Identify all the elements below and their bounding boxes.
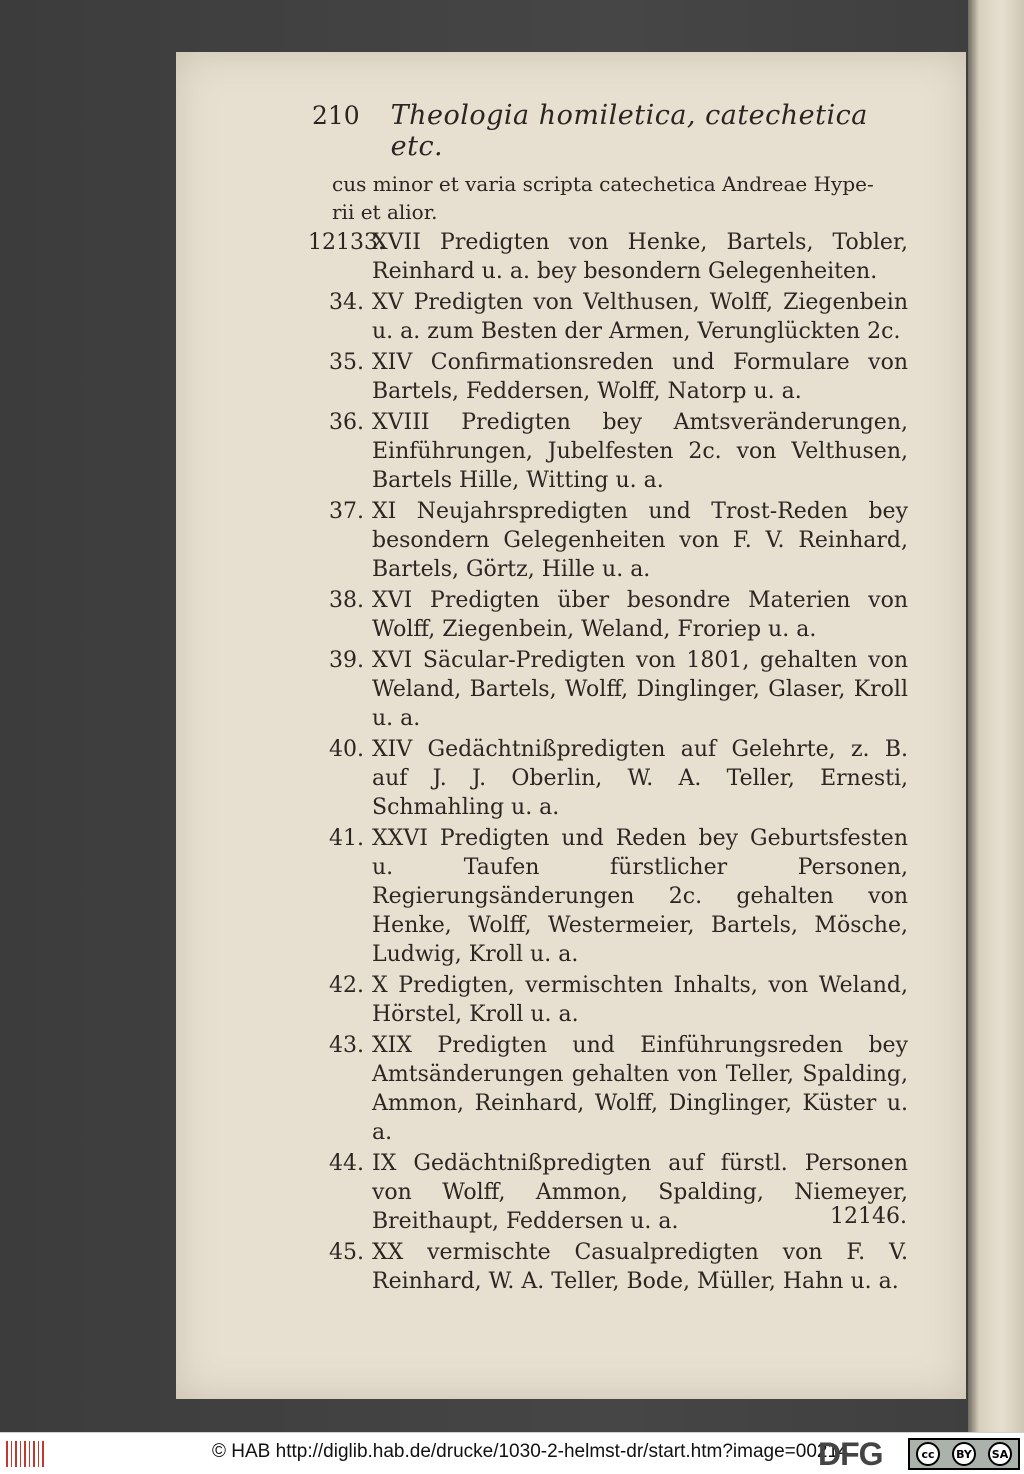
- catalog-entry: [308, 348, 908, 406]
- entry-text: XIV Gedächtnißpredigten auf Gelehrte, z. B. auf J. J. Oberlin, W. A. Teller, Ernesti, Schmahling u. a.: [372, 737, 908, 820]
- entry-number: 41.: [329, 826, 364, 851]
- cc-license-badge[interactable]: [908, 1438, 1020, 1470]
- entry-text: IX Gedächtnißpredigten auf fürstl. Personen von Wolff, Ammon, Spalding, Niemeyer, Breithaupt, Feddersen u. a.: [372, 1151, 908, 1234]
- catalog-entry: [308, 408, 908, 495]
- continuation-line: rii et alior.: [332, 200, 438, 224]
- entry-text: XV Predigten von Velthusen, Wolff, Ziegenbein u. a. zum Besten der Armen, Verunglückten 2c.: [372, 290, 908, 344]
- catalog-entry: [308, 1149, 908, 1236]
- book-page: [176, 52, 966, 1399]
- barcode-icon: [6, 1441, 46, 1467]
- dfg-logo: DFG: [818, 1436, 883, 1472]
- by-attribution-icon: BY: [952, 1442, 976, 1466]
- catalog-entry: [308, 824, 908, 969]
- entry-number: 39.: [329, 648, 364, 673]
- entry-number: 37.: [329, 499, 364, 524]
- entry-number: 44.: [329, 1151, 364, 1176]
- catalog-entry: [308, 735, 908, 822]
- entry-text: X Predigten, vermischten Inhalts, von Weland, Hörstel, Kroll u. a.: [372, 973, 908, 1027]
- entry-text: XI Neujahrspredigten und Trost-Reden bey besondern Gelegenheiten von F. V. Reinhard, Bartels, Görtz, Hille u. a.: [372, 499, 908, 582]
- entry-text: XXVI Predigten und Reden bey Geburtsfesten u. Taufen fürstlicher Personen, Regierungsänderungen 2c. gehalten von Henke, Wolff, Westermeier, Bartels, Mösche, Ludwig, Kroll u. a.: [372, 826, 908, 967]
- entry-text: XVI Säcular-Predigten von 1801, gehalten von Weland, Bartels, Wolff, Dinglinger, Glaser, Kroll u. a.: [372, 648, 908, 731]
- entry-number: 12133.: [308, 230, 385, 255]
- entry-number: 34.: [329, 290, 364, 315]
- entry-text: XVIII Predigten bey Amtsveränderungen, Einführungen, Jubelfesten 2c. von Velthusen, Bartels Hille, Witting u. a.: [372, 410, 908, 493]
- catalog-entry: [308, 497, 908, 584]
- catalog-entry: [308, 646, 908, 733]
- entry-text: XIV Confirmationsreden und Formulare von Bartels, Feddersen, Wolff, Natorp u. a.: [372, 350, 908, 404]
- entry-text: XIX Predigten und Einführungsreden bey Amtsänderungen gehalten von Teller, Spalding, Ammon, Reinhard, Wolff, Dinglinger, Küster u. a.: [372, 1033, 908, 1145]
- entry-number: 38.: [329, 588, 364, 613]
- viewer-footer: [0, 1432, 1024, 1474]
- share-alike-icon: SA: [988, 1442, 1012, 1466]
- entry-number: 40.: [329, 737, 364, 762]
- entry-text: XVII Predigten von Henke, Bartels, Tobler, Reinhard u. a. bey besondern Gelegenheiten.: [372, 230, 908, 284]
- entry-text: XVI Predigten über besondre Materien von Wolff, Ziegenbein, Weland, Froriep u. a.: [372, 588, 908, 642]
- catalog-entry: [308, 971, 908, 1029]
- entry-number: 45.: [329, 1240, 364, 1265]
- entry-text: XX vermischte Casualpredigten von F. V. Reinhard, W. A. Teller, Bode, Müller, Hahn u. a.: [372, 1240, 908, 1294]
- catchword: 12146.: [830, 1204, 907, 1229]
- entry-number: 36.: [329, 410, 364, 435]
- continuation-line: cus minor et varia scripta catechetica Andreae Hype-: [332, 172, 874, 196]
- catalog-entry: [308, 228, 908, 286]
- section-title: Theologia homiletica, catechetica etc.: [390, 100, 868, 162]
- running-head: [312, 100, 872, 162]
- catalog-text: [308, 170, 908, 1296]
- catalog-entry: [308, 1238, 908, 1296]
- cc-icon: cc: [916, 1442, 940, 1466]
- copyright-link[interactable]: © HAB http://diglib.hab.de/drucke/1030-2-helmst-dr/start.htm?image=00214: [212, 1441, 849, 1462]
- entry-number: 43.: [329, 1033, 364, 1058]
- next-page-edge: [968, 0, 1024, 1432]
- catalog-entry: [308, 288, 908, 346]
- entry-number: 42.: [329, 973, 364, 998]
- catalog-entry: [308, 1031, 908, 1147]
- page-number: 210: [312, 101, 360, 130]
- catalog-entry: [308, 586, 908, 644]
- entry-number: 35.: [329, 350, 364, 375]
